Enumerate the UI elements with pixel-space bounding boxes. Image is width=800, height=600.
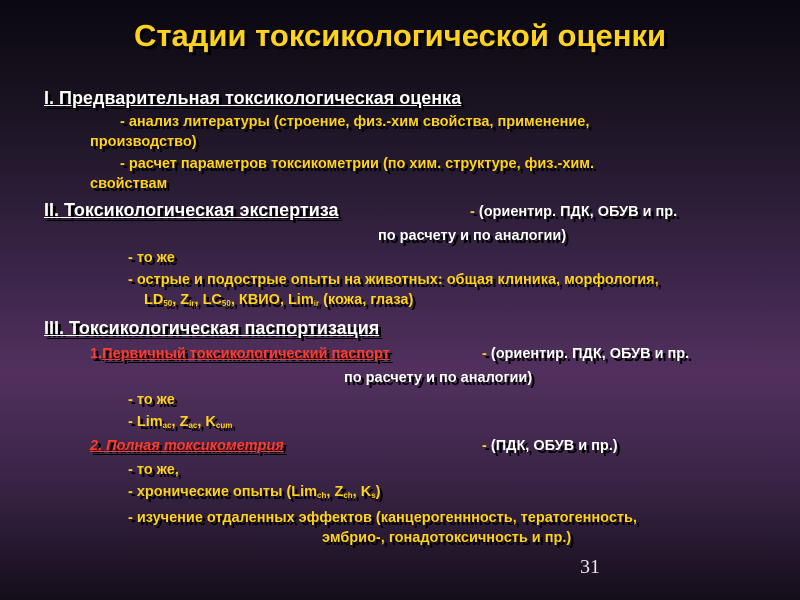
s3-chronic-k: , K: [352, 484, 372, 500]
s3-chronic-z: , Z: [326, 484, 344, 500]
s2-note-dash: -: [470, 204, 475, 220]
s3-k-sub: cum: [215, 421, 233, 430]
s3-chronic-z-sub: ch: [343, 491, 353, 500]
s2-kvio: , КВИО, Lim: [230, 292, 314, 308]
s3-bullet-4: [128, 484, 380, 500]
section-1-heading: I. Предварительная токсикологическая оценка: [44, 88, 462, 108]
s3-z-sub: ac: [188, 421, 198, 430]
s3-lim-sub: ac: [162, 421, 172, 430]
s3-bullet-5-line-2: эмбрио-, гонадотоксичность и пр.): [322, 530, 572, 546]
s2-bullet-2: - острые и подострые опыты на животных: общая клиника, морфология,: [128, 272, 659, 288]
s1-bullet-1-line-1: - анализ литературы (строение, физ.-хим свойства, применение,: [120, 114, 590, 130]
s1-bullet-1-line-2: производство): [90, 134, 197, 150]
page-number: 31: [580, 556, 600, 578]
s3-chronic-k-sub: s: [371, 491, 376, 500]
s2-ld: LD: [144, 292, 164, 308]
s1-bullet-2-line-2: свойствам: [90, 176, 168, 192]
s2-note-line-1: [470, 204, 677, 220]
s2-z-sub: ir: [189, 299, 195, 308]
s3-full-toxicometry-label: 2. Полная токсикометрия: [90, 438, 284, 454]
s3-z: , Z: [171, 414, 189, 430]
s3-passport-1-num: 1.: [90, 346, 103, 362]
s2-lim-sub: ir: [313, 299, 320, 308]
s2-note-text: (ориентир. ПДК, ОБУВ и пр.: [474, 204, 678, 220]
s2-bullet-3: [144, 292, 413, 308]
s2-z: , Z: [172, 292, 190, 308]
s3-chronic: - хронические опыты (Lim: [128, 484, 318, 500]
s3-passport-1-note: (ориентир. ПДК, ОБУВ и пр.: [486, 346, 690, 362]
s3-passport-1-label: Первичный токсикологический паспорт: [102, 346, 390, 362]
s2-tail: (кожа, глаза): [319, 292, 414, 308]
s3-bullet-2: [128, 414, 232, 430]
s3-full-toxicometry-note: [482, 438, 618, 454]
s3-k: , K: [197, 414, 216, 430]
s3-lim: - Lim: [128, 414, 163, 430]
section-3-heading: III. Токсикологическая паспортизация: [44, 318, 380, 338]
section-2-heading: II. Токсикологическая экспертиза: [44, 200, 339, 220]
s3-full-toxicometry-dash: -: [482, 438, 487, 454]
s3-chronic-lim-sub: ch: [317, 491, 327, 500]
s2-note-line-2: по расчету и по аналогии): [378, 228, 567, 244]
slide-title: Стадии токсикологической оценки: [133, 18, 667, 53]
s3-bullet-5-line-1: - изучение отдаленных эффектов (канцерогеннность, тератогенность,: [128, 510, 637, 526]
s3-full-toxicometry: [90, 438, 284, 454]
s3-bullet-3: - то же,: [128, 462, 179, 478]
s3-passport-1-dash: -: [482, 346, 487, 362]
s2-ld-sub: 50: [163, 299, 173, 308]
s3-bullet-1: - то же: [128, 392, 175, 408]
s2-bullet-1: - то же: [128, 250, 175, 266]
s3-full-toxicometry-note-text: (ПДК, ОБУВ и пр.): [486, 438, 618, 454]
s3-passport-1-note-line-1: [482, 346, 689, 362]
s2-lc: , LC: [194, 292, 222, 308]
s3-chronic-close: ): [375, 484, 381, 500]
s1-bullet-2-line-1: - расчет параметров токсикометрии (по хим. структуре, физ.-хим.: [120, 156, 595, 172]
s3-passport-1-note-line-2: по расчету и по аналогии): [344, 370, 533, 386]
s3-passport-1: [90, 346, 390, 362]
s2-lc-sub: 50: [221, 299, 231, 308]
